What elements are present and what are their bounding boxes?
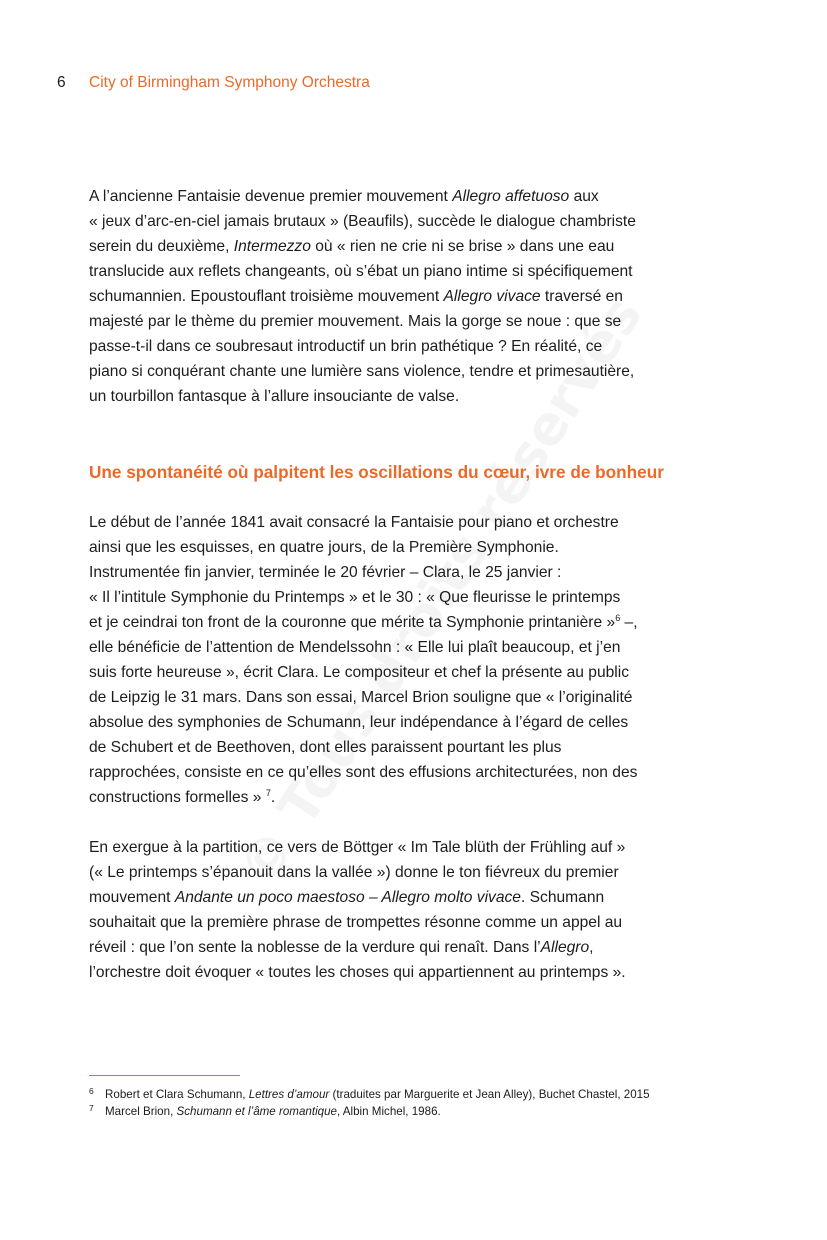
page-header — [57, 73, 370, 93]
text-line: absolue des symphonies de Schumann, leur indépendance à l’égard de celles — [89, 714, 629, 731]
text-line: schumannien. Epoustouflant troisième mouvement Allegro vivace traversé en — [89, 288, 623, 305]
text-line: majesté par le thème du premier mouvement. Mais la gorge se noue : que se — [89, 313, 622, 330]
footnote-number: 6 — [89, 1086, 94, 1096]
footnote-divider — [89, 1075, 240, 1076]
text-line: piano si conquérant chante une lumière sans violence, tendre et primesautière, — [89, 363, 635, 380]
section-heading: Une spontanéité où palpitent les oscillations du cœur, ivre de bonheur — [89, 462, 664, 482]
text-line: serein du deuxième, Intermezzo où « rien ne crie ni se brise » dans une eau — [89, 238, 615, 255]
text-line: translucide aux reflets changeants, où s’ébat un piano intime si spécifiquement — [89, 263, 633, 280]
text-line: et je ceindrai ton front de la couronne que mérite ta Symphonie printanière »$^6$ –, — [89, 613, 638, 631]
text-line: mouvement Andante un poco maestoso – Allegro molto vivace. Schumann — [89, 889, 605, 906]
text-line: l’orchestre doit évoquer « toutes les choses qui appartiennent au printemps ». — [89, 964, 626, 981]
paragraph-2 — [89, 510, 749, 810]
text-line: souhaitait que la première phrase de trompettes résonne comme un appel au — [89, 914, 623, 931]
text-line: rapprochées, consiste en ce qu’elles sont des effusions architecturées, non des — [89, 764, 638, 781]
footnote-7: 7 Marcel Brion, Schumann et l’âme romantique, Albin Michel, 1986. — [89, 1103, 650, 1120]
text-line: constructions formelles » $^7$. — [89, 788, 276, 806]
footnotes — [89, 1086, 650, 1120]
footnote-number: 7 — [89, 1103, 94, 1113]
text-line: A l’ancienne Fantaisie devenue premier mouvement Allegro affetuoso aux — [89, 188, 599, 205]
text-line: de Leipzig le 31 mars. Dans son essai, Marcel Brion souligne que « l’originalité — [89, 689, 633, 706]
text-line: « jeux d’arc-en-ciel jamais brutaux » (Beaufils), succède le dialogue chambriste — [89, 213, 636, 230]
text-line: Le début de l’année 1841 avait consacré la Fantaisie pour piano et orchestre — [89, 514, 619, 531]
book-title: Lettres d’amour — [248, 1088, 330, 1101]
text-line: un tourbillon fantasque à l’allure insouciante de valse. — [89, 388, 460, 405]
text-line: En exergue à la partition, ce vers de Böttger « Im Tale blüth der Frühling auf » — [89, 839, 626, 856]
text-line: elle bénéficie de l’attention de Mendelssohn : « Elle lui plaît beaucoup, et j’en — [89, 639, 621, 656]
text-line: « Il l’intitule Symphonie du Printemps » et le 30 : « Que fleurisse le printemps — [89, 589, 621, 606]
text-line: Instrumentée fin janvier, terminée le 20 février – Clara, le 25 janvier : — [89, 564, 562, 581]
paragraph-1 — [89, 184, 749, 409]
text-line: réveil : que l’on sente la noblesse de la verdure qui renaît. Dans l’Allegro, — [89, 939, 594, 956]
paragraph-3 — [89, 835, 749, 985]
running-title: City of Birmingham Symphony Orchestra — [89, 74, 370, 91]
text-line: passe-t-il dans ce soubresaut introductif un brin pathétique ? En réalité, ce — [89, 338, 603, 355]
footnote-ref-7[interactable]: 7 — [265, 788, 271, 798]
text-line: (« Le printemps s’épanouit dans la vallée ») donne le ton fiévreux du premier — [89, 864, 619, 881]
text-line: suis forte heureuse », écrit Clara. Le compositeur et chef la présente au public — [89, 664, 630, 681]
text-line: de Schubert et de Beethoven, dont elles paraissent pourtant les plus — [89, 739, 562, 756]
footnote-6: 6 Robert et Clara Schumann, Lettres d’amour (traduites par Marguerite et Jean Alley), Buchet Chastel, 2015 — [89, 1086, 650, 1103]
page-number: 6 — [57, 74, 66, 91]
footnote-ref-6[interactable]: 6 — [615, 613, 621, 623]
work-title: Andante un poco maestoso – Allegro molto vivace — [174, 889, 521, 906]
work-title: Allegro vivace — [443, 288, 541, 305]
work-title: Allegro affetuoso — [452, 188, 570, 205]
work-title: Intermezzo — [233, 238, 311, 255]
book-title: Schumann et l’âme romantique — [176, 1105, 337, 1118]
work-title: Allegro — [540, 939, 590, 956]
text-line: ainsi que les esquisses, en quatre jours, de la Première Symphonie. — [89, 539, 559, 556]
